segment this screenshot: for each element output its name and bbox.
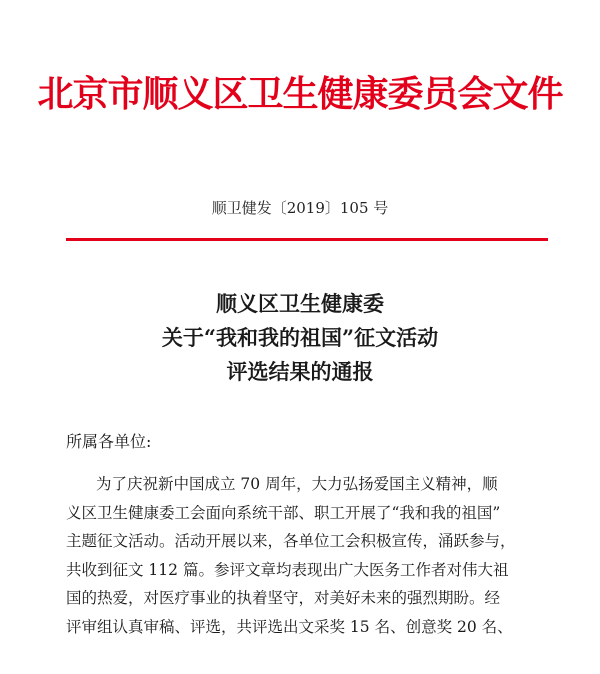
body-line: 义区卫生健康委工会面向系统干部、职工开展了“我和我的祖国” bbox=[66, 503, 501, 522]
body-paragraph bbox=[66, 470, 550, 642]
body-line: 主题征文活动。活动开展以来，各单位工会积极宣传，涌跃参与， bbox=[66, 532, 516, 551]
body-line: 共收到征文 112 篇。参评文章均表现出广大医务工作者对伟大祖 bbox=[66, 560, 509, 579]
body-line: 国的热爱，对医疗事业的执着坚守，对美好未来的强烈期盼。经 bbox=[66, 589, 501, 608]
notice-title bbox=[0, 287, 600, 389]
body-line: 评审组认真审稿、评选，共评选出文采奖 15 名、创意奖 20 名、 bbox=[66, 617, 513, 636]
body-line: 为了庆祝新中国成立 70 周年，大力弘扬爱国主义精神，顺 bbox=[96, 475, 498, 493]
document-number: 顺卫健发〔2019〕105 号 bbox=[211, 199, 389, 217]
red-divider-rule bbox=[66, 238, 548, 241]
issuer-masthead: 北京市顺义区卫生健康委员会文件 bbox=[37, 73, 563, 115]
title-line: 关于“我和我的祖国”征文活动 bbox=[161, 325, 439, 350]
title-line: 顺义区卫生健康委 bbox=[216, 291, 384, 316]
title-line: 评选结果的通报 bbox=[226, 359, 374, 384]
salutation: 所属各单位: bbox=[66, 432, 152, 451]
